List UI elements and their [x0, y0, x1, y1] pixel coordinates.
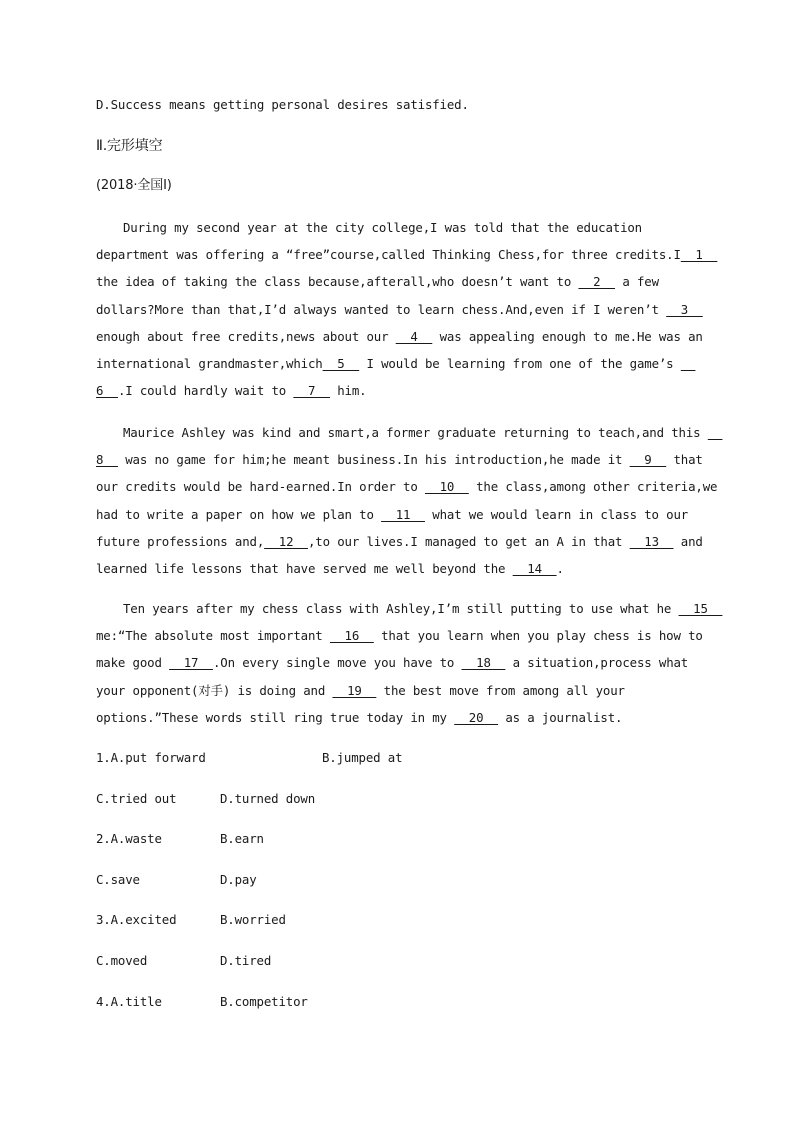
answer-blank[interactable]: 19 — [332, 682, 377, 698]
passage-text: our credits would be hard-earned.In order to — [96, 479, 425, 495]
passage-text: Maurice Ashley was kind and smart,a former graduate returning to teach,and this — [123, 425, 708, 440]
option-b[interactable]: D.pay — [220, 872, 257, 887]
passage-text: a situation,process what — [505, 655, 689, 671]
answer-blank[interactable]: 17 — [169, 655, 213, 671]
passage-line — [96, 383, 367, 399]
answer-blank[interactable]: 15 — [678, 601, 723, 616]
answer-blank[interactable]: 11 — [381, 506, 425, 522]
answer-blank[interactable]: 16 — [329, 628, 374, 644]
option-b[interactable]: B.earn — [220, 831, 264, 846]
passage-text: international grandmaster,which — [96, 356, 323, 371]
passage-text: that — [666, 452, 703, 468]
passage-line — [96, 628, 703, 644]
passage-text: had to write a paper on how we plan to — [96, 506, 382, 522]
passage-line — [96, 329, 703, 345]
option-b[interactable]: D.turned down — [220, 791, 316, 806]
passage-text: make good — [96, 655, 170, 671]
option-a[interactable]: 1.A.put forward — [96, 750, 206, 765]
answer-blank[interactable]: 20 — [454, 709, 499, 725]
answer-blank[interactable]: 13 — [629, 533, 674, 549]
passage-text: ,to our lives.I managed to get an A in that — [308, 533, 630, 549]
passage-text: was no game for him;he meant business.In his introduction,he made it — [117, 452, 630, 468]
answer-blank[interactable] — [681, 356, 696, 372]
answer-blank[interactable]: 7 — [293, 383, 330, 399]
option-a[interactable]: 2.A.waste — [96, 831, 162, 846]
option-a[interactable]: C.tried out — [96, 791, 177, 806]
source-label: (2018·全国Ⅰ) — [96, 178, 172, 193]
option-a[interactable]: 4.A.title — [96, 994, 162, 1009]
answer-blank[interactable]: 14 — [512, 561, 557, 576]
passage-text: the best move from among all your — [376, 682, 625, 698]
passage-line — [96, 452, 703, 468]
passage-line — [96, 274, 659, 290]
passage-line — [96, 302, 703, 318]
passage-line — [123, 425, 722, 441]
passage-text: as a journalist. — [498, 709, 623, 725]
passage-line — [96, 479, 717, 495]
answer-blank[interactable]: 18 — [461, 655, 506, 671]
answer-blank[interactable]: 1 — [680, 247, 718, 263]
answer-blank[interactable]: 8 — [96, 452, 118, 468]
passage-text: learned life lessons that have served me well beyond the — [96, 561, 513, 576]
passage-text: what we would learn in class to our — [424, 506, 689, 522]
option-a[interactable]: C.moved — [96, 953, 148, 968]
passage-text: me:“The absolute most important — [96, 628, 330, 644]
passage-text: dollars?More than that,I’d always wanted to learn chess.And,even if I weren’t — [96, 301, 667, 317]
answer-blank[interactable]: 2 — [578, 274, 616, 290]
passage-line — [96, 247, 717, 263]
answer-blank[interactable]: 12 — [264, 533, 308, 549]
passage-line — [96, 561, 564, 577]
answer-blank[interactable]: 9 — [629, 452, 667, 468]
passage-text: .On every single move you have to — [212, 655, 462, 671]
passage-text: that you learn when you play chess is how to — [373, 628, 703, 644]
option-a[interactable]: 3.A.excited — [96, 912, 177, 927]
answer-blank[interactable]: 6 — [96, 383, 118, 399]
passage-text: your opponent(对手) is doing and — [96, 682, 333, 698]
passage-text: .I could hardly wait to — [117, 383, 294, 399]
passage-text: . — [556, 561, 564, 576]
passage-text: I would be learning from one of the game’s — [359, 356, 681, 371]
passage-line — [123, 220, 642, 236]
option-b[interactable]: D.tired — [220, 953, 272, 968]
option-b[interactable]: B.competitor — [220, 994, 308, 1009]
passage-text: and — [673, 533, 703, 549]
section-title: Ⅱ.完形填空 — [96, 138, 163, 154]
passage-text: a few — [615, 274, 659, 290]
option-b[interactable]: B.jumped at — [322, 750, 403, 765]
passage-line — [96, 507, 688, 523]
answer-blank[interactable]: 10 — [424, 479, 469, 495]
passage-line — [96, 655, 688, 671]
passage-text: future professions and, — [96, 533, 265, 549]
answer-blank[interactable]: 5 — [322, 356, 360, 371]
passage-line — [96, 710, 622, 726]
passage-line — [96, 534, 703, 550]
passage-text: During my second year at the city college,I was told that the education — [123, 220, 642, 235]
passage-text: department was offering a “free”course,called Thinking Chess,for three credits.I — [96, 247, 681, 263]
passage-text: the idea of taking the class because,afterall,who doesn’t want to — [96, 274, 579, 290]
passage-text: Ten years after my chess class with Ashley,I’m still putting to use what he — [123, 601, 679, 616]
passage-text: was appealing enough to me.He was an — [432, 328, 703, 344]
passage-line — [96, 683, 625, 699]
passage-text: the class,among other criteria,we — [468, 479, 718, 495]
prev-option-d: D.Success means getting personal desires satisfied. — [96, 97, 469, 112]
passage-text: him. — [329, 383, 367, 399]
passage-text: enough about free credits,news about our — [96, 328, 396, 344]
passage-line — [123, 601, 722, 617]
answer-blank[interactable]: 3 — [666, 301, 703, 317]
option-a[interactable]: C.save — [96, 872, 140, 887]
answer-blank[interactable] — [708, 425, 723, 441]
option-b[interactable]: B.worried — [220, 912, 286, 927]
passage-line — [96, 356, 695, 372]
passage-text: options.”These words still ring true today in my — [96, 709, 455, 725]
answer-blank[interactable]: 4 — [395, 328, 433, 344]
